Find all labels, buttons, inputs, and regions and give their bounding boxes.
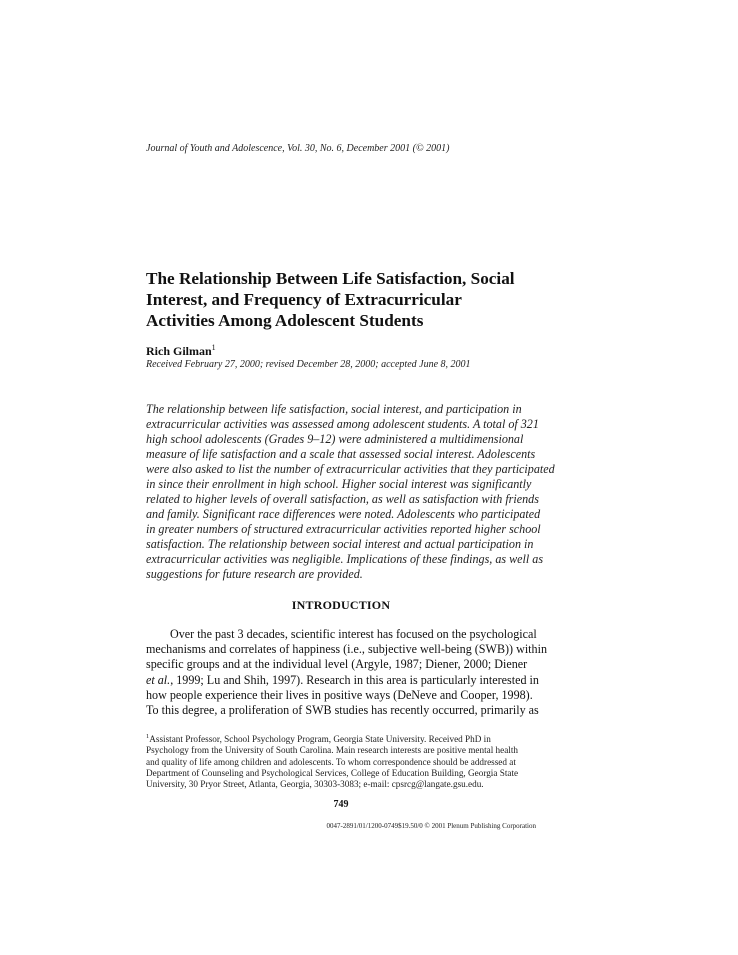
abstract-line: suggestions for future research are provided.	[146, 567, 363, 581]
abstract-line: measure of life satisfaction and a scale that assessed social interest. Adolescents	[146, 447, 536, 461]
abstract-line: satisfaction. The relationship between social interest and actual participation in	[146, 537, 534, 551]
body-line: Over the past 3 decades, scientific interest has focused on the psychological	[170, 627, 537, 641]
footnote-mark: 1	[146, 733, 150, 740]
abstract-line: in since their enrollment in high school. Higher social interest was significantly	[146, 477, 532, 491]
title-line: Interest, and Frequency of Extracurricular	[146, 290, 462, 309]
body-line: how people experience their lives in positive ways (DeNeve and Cooper, 1998).	[146, 687, 533, 702]
abstract-line: were also asked to list the number of extracurricular activities that they participated	[146, 462, 555, 476]
section-heading-introduction: INTRODUCTION	[291, 598, 391, 612]
abstract	[146, 402, 555, 582]
footnote-line: and quality of life among children and adolescents. To whom correspondence should be addressed at	[146, 756, 516, 767]
abstract-line: extracurricular activities was assessed among adolescent students. A total of 321	[146, 417, 539, 431]
article-title	[146, 268, 546, 331]
copyright-line: 0047-2891/01/1200-0749$19.50/0 © 2001 Plenum Publishing Corporation	[326, 822, 536, 830]
author-name: Rich Gilman	[146, 344, 212, 358]
abstract-line: high school adolescents (Grades 9–12) were administered a multidimensional	[146, 432, 524, 446]
abstract-line: related to higher levels of overall satisfaction, as well as satisfaction with friends	[146, 492, 539, 506]
title-line: The Relationship Between Life Satisfaction, Social	[146, 269, 515, 288]
introduction-paragraph	[146, 627, 547, 718]
body-line: To this degree, a proliferation of SWB studies has recently occurred, primarily as	[146, 703, 539, 718]
title-line: Activities Among Adolescent Students	[146, 311, 424, 330]
author-footnote	[146, 731, 538, 790]
footnote-line: Psychology from the University of South Carolina. Main research interests are positive mental health	[146, 745, 519, 756]
et-al-italic: et al.	[146, 672, 171, 687]
footnote-line	[146, 731, 538, 745]
body-line: specific groups and at the individual level (Argyle, 1987; Diener, 2000; Diener	[146, 657, 528, 672]
body-line-rest: , 1999; Lu and Shih, 1997). Research in this area is particularly interested in	[170, 672, 539, 687]
abstract-line: in greater numbers of structured extracurricular activities reported higher school	[146, 522, 541, 536]
received-dates: Received February 27, 2000; revised December 28, 2000; accepted June 8, 2001	[146, 359, 471, 370]
footnote-line: University, 30 Pryor Street, Atlanta, Georgia, 30303-3083; e-mail: cpsrcg@langate.gsu.edu.	[146, 779, 484, 790]
abstract-line: The relationship between life satisfaction, social interest, and participation in	[146, 402, 522, 416]
author-footnote-mark: 1	[211, 343, 216, 352]
footnote-line-text: Assistant Professor, School Psychology Program, Georgia State University. Received PhD in	[149, 734, 491, 744]
journal-citation: Journal of Youth and Adolescence, Vol. 30, No. 6, December 2001 (© 2001)	[146, 143, 450, 154]
body-line: mechanisms and correlates of happiness (i.e., subjective well-being (SWB)) within	[146, 642, 547, 657]
author-line	[146, 343, 216, 359]
body-line	[146, 672, 539, 688]
page-number: 749	[333, 799, 349, 810]
abstract-line: and family. Significant race differences were noted. Adolescents who participated	[146, 507, 541, 521]
abstract-line: extracurricular activities was negligible. Implications of these findings, as well as	[146, 552, 544, 566]
footnote-line: Department of Counseling and Psychological Services, College of Education Building, Georgia State	[146, 767, 519, 778]
